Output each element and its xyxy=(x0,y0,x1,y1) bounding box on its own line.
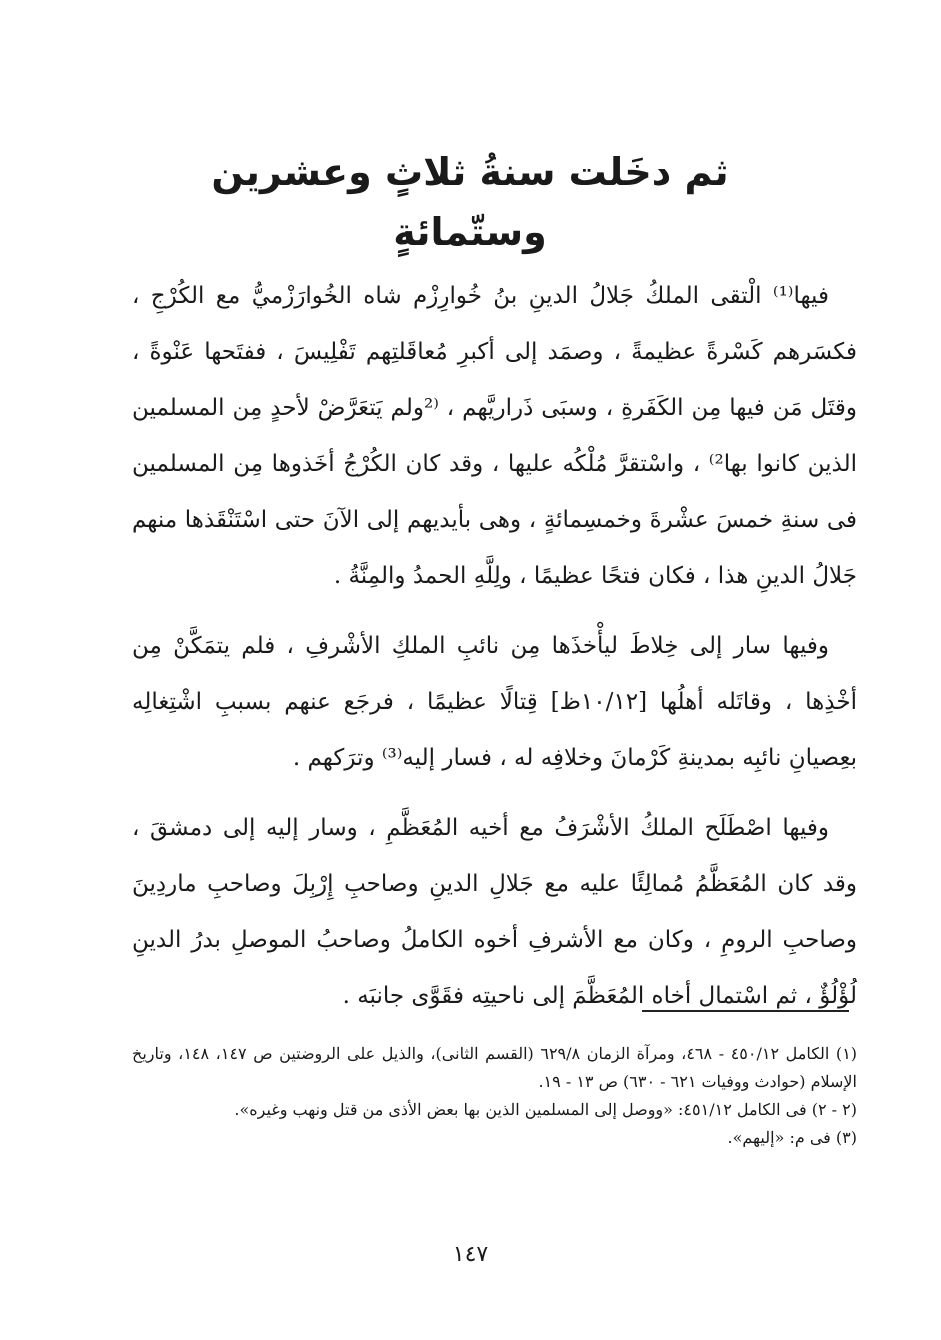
footnote-1: (١) الكامل ٤٥٠/١٢ - ٤٦٨، ومرآة الزمان ٦٢٩/٨ (القسم الثانى)، والذيل على الروضتين ص ١٤٧، ١٤٨، وتاريخ الإسلام (حوادث ووفيات ٦٢١ - ٦٣٠) ص ١٣ - ١٩. xyxy=(132,1044,858,1091)
footnote-3: (٣) فى م: «إليهم». xyxy=(727,1128,857,1147)
footnote-divider xyxy=(642,1010,849,1012)
paragraph-2: وفيها سار إلى خِلاطَ ليأْخذَها مِن نائبِ الملكِ الأشْرفِ ، فلم يتمَكَّنْ مِن أخْذِها ، وقاتَله أهلُها [١٠/١٢ظ] قِتالًا عظيمًا ، فرجَع عنهم بسببِ اشْتِغالِه بعِصيانِ نائبِه بمدينةِ كَرْمانَ وخلافِه له ، فسار إليه⁽³⁾ وترَكهم . xyxy=(132,633,857,771)
page-number: ١٤٧ xyxy=(452,1242,489,1267)
paragraph-3: وفيها اصْطَلَح الملكُ الأشْرَفُ مع أخيه المُعَظَّمِ ، وسار إليه إلى دمشقَ ، وقد كان المُعَظَّمُ مُمالِئًا عليه مع جَلالِ الدينِ وصاحبِ إِرْبِلَ وصاحبِ ماردِينَ وصاحبِ الرومِ ، وكان مع الأشرفِ أخوه الكاملُ وصاحبُ الموصلِ بدرُ الدينِ لُؤْلُؤٌ ، ثم اسْتمال أخاه المُعَظَّمَ إلى ناحيتِه فقَوَّى جانبَه . xyxy=(132,815,857,1009)
footnotes xyxy=(132,1040,857,1152)
body-text xyxy=(132,268,857,1024)
footnote-2: (٢ - ٢) فى الكامل ٤٥١/١٢: «ووصل إلى المسلمين الذين بها بعض الأذى من قتل ونهب وغيره». xyxy=(234,1100,857,1119)
paragraph-1: فيها⁽¹⁾ الْتقى الملكُ جَلالُ الدينِ بنُ خُوارِزْم شاه الخُوارَزْميُّ مع الكُرْجِ ، فكسَرهم كَسْرةً عظيمةً ، وصمَد إلى أكبرِ مُعاقَلتِهم تَفْلِيسَ ، ففتَحها عَنْوةً ، وقتَل مَن فيها مِن الكَفَرةِ ، وسبَى ذَراريَّهم ، ⁽²ولم يَتعَرَّضْ لأحدٍ مِن المسلمين الذين كانوا بها²⁾ ، واسْتقرَّ مُلْكُه عليها ، وقد كان الكُرْجُ أخَذوها مِن المسلمين فى سنةِ خمسَ عشْرةَ وخمسِمائةٍ ، وهى بأيديهم إلى الآنَ حتى اسْتَنْقَذها منهم جَلالُ الدينِ هذا ، فكان فتحًا عظيمًا ، ولِلَّهِ الحمدُ والمِنَّةُ . xyxy=(132,283,857,589)
chapter-title: ثم دخَلت سنةُ ثلاثٍ وعشرين وستّمائةٍ xyxy=(211,150,729,254)
